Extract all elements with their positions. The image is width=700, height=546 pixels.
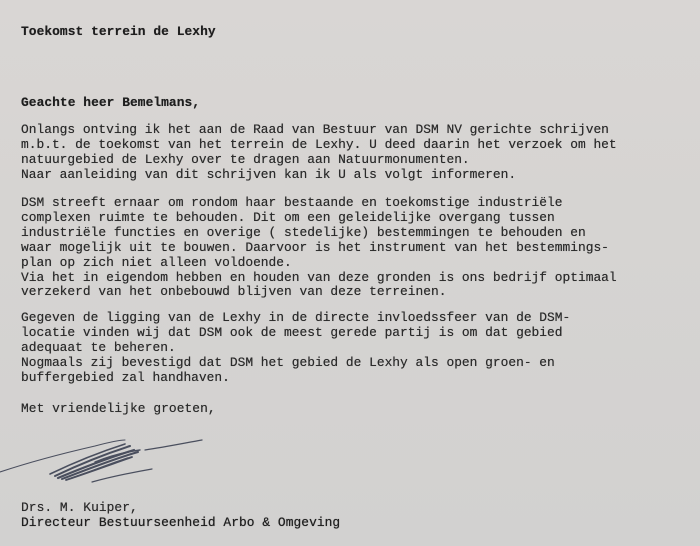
paragraph-line: Gegeven de ligging van de Lexhy in de directe invloedssfeer van de DSM-	[21, 310, 571, 325]
paragraph-line: Naar aanleiding van dit schrijven kan ik U als volgt informeren.	[21, 166, 517, 182]
paragraph-2	[21, 196, 617, 300]
paragraph-line: locatie vinden wij dat DSM ook de meest gerede partij is om dat gebied	[21, 324, 563, 340]
paragraph-line: complexen ruimte te behouden. Dit om een geleidelijke overgang tussen	[21, 209, 555, 225]
paragraph-line: buffergebied zal handhaven.	[21, 369, 230, 385]
signatory-title: Directeur Bestuurseenheid Arbo & Omgeving	[21, 515, 341, 530]
signatory-name: Drs. M. Kuiper,	[21, 500, 138, 515]
paragraph-line: Via het in eigendom hebben en houden van deze gronden is ons bedrijf optimaal	[21, 269, 617, 285]
paragraph-line: verzekerd van het onbebouwd blijven van deze terreinen.	[21, 284, 447, 300]
paragraph-line: industriële functies en overige ( stedelijke) bestemmingen te behouden en	[21, 224, 586, 240]
closing: Met vriendelijke groeten,	[21, 401, 216, 416]
paragraph-line: Onlangs ontving ik het aan de Raad van Bestuur van DSM NV gerichte schrijven	[21, 122, 609, 137]
paragraph-line: adequaat te beheren.	[21, 339, 176, 355]
paragraph-line: plan op zich niet alleen voldoende.	[21, 254, 292, 270]
salutation: Geachte heer Bemelmans,	[21, 95, 201, 110]
paragraph-line: waar mogelijk uit te bouwen. Daarvoor is het instrument van het bestemmings-	[21, 239, 609, 255]
paragraph-line: m.b.t. de toekomst van het terrein de Lexhy. U deed daarin het verzoek om het	[21, 136, 617, 152]
paragraph-line: Nogmaals zij bevestigd dat DSM het gebied de Lexhy als open groen- en	[21, 354, 555, 370]
paragraph-3	[21, 311, 570, 386]
letter-subject: Toekomst terrein de Lexhy	[21, 24, 216, 39]
paragraph-1	[21, 123, 617, 183]
paragraph-line: DSM streeft ernaar om rondom haar bestaande en toekomstige industriële	[21, 195, 563, 210]
signature-icon	[0, 432, 220, 497]
paragraph-line: natuurgebied de Lexhy over te dragen aan Natuurmonumenten.	[21, 151, 470, 167]
